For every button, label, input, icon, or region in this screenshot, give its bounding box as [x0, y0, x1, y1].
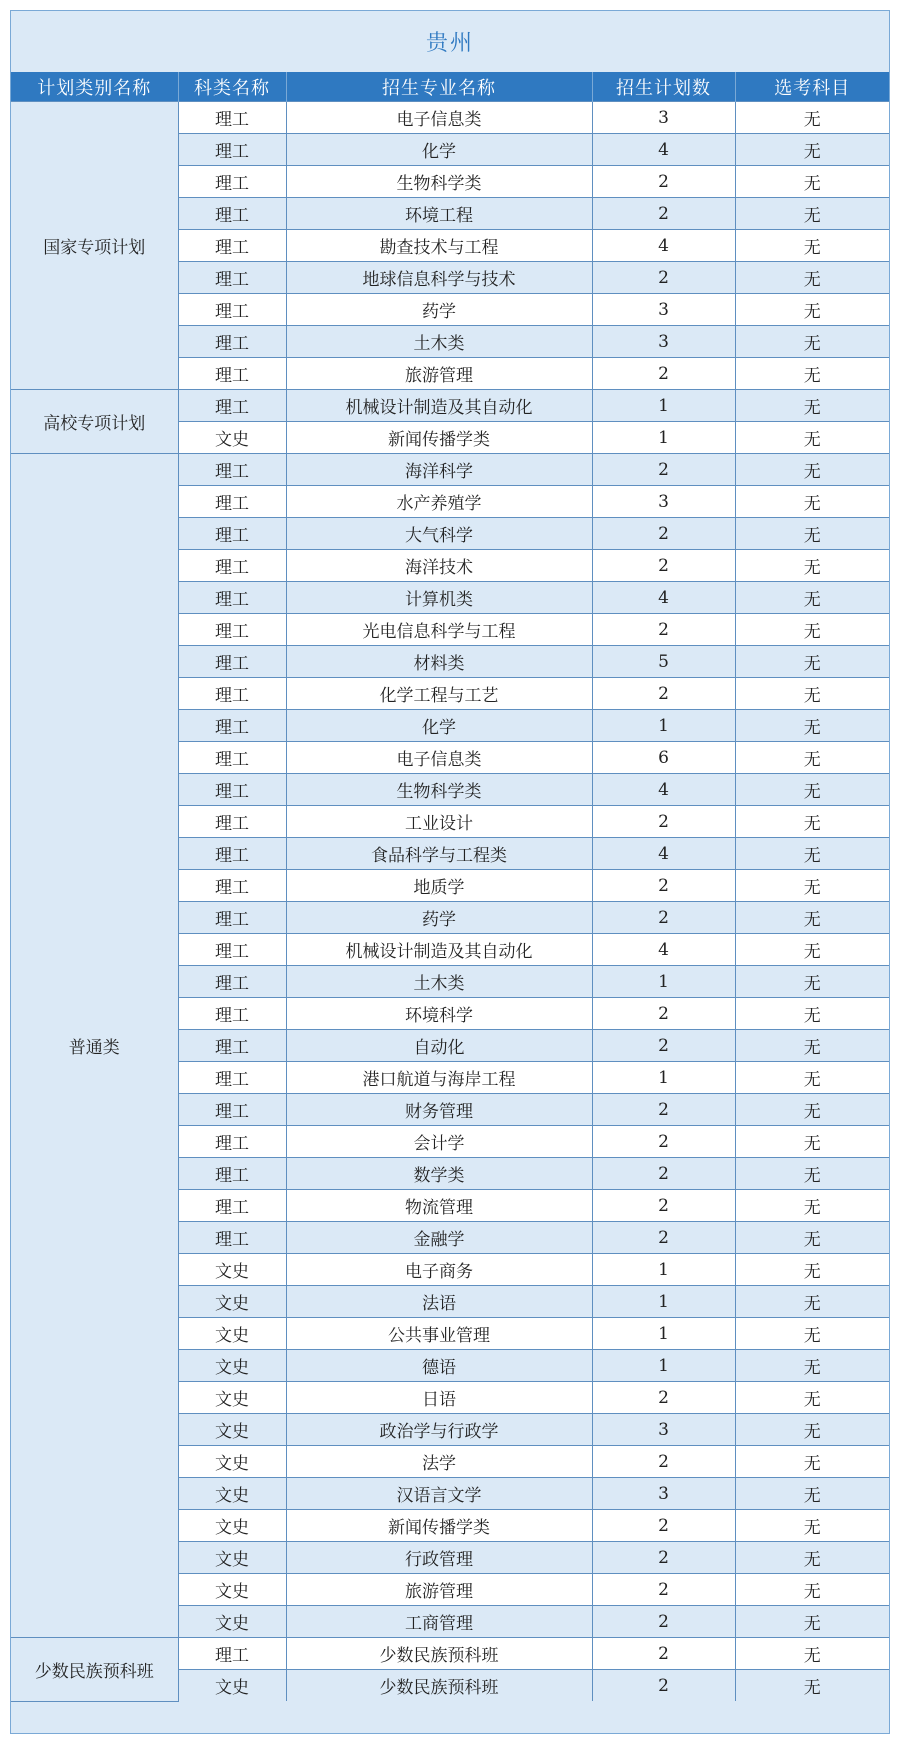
subject-type-cell: 文史 — [178, 1446, 286, 1478]
major-name-cell: 物流管理 — [286, 1190, 592, 1222]
major-name-cell: 新闻传播学类 — [286, 1510, 592, 1542]
major-name-cell: 勘查技术与工程 — [286, 230, 592, 262]
plan-count-cell: 2 — [592, 1510, 735, 1542]
subject-type-cell: 理工 — [178, 646, 286, 678]
elective-subjects-cell: 无 — [735, 1478, 889, 1510]
plan-count-cell: 2 — [592, 358, 735, 390]
major-name-cell: 旅游管理 — [286, 358, 592, 390]
plan-count-cell: 1 — [592, 710, 735, 742]
subject-type-cell: 理工 — [178, 870, 286, 902]
subject-type-cell: 理工 — [178, 1158, 286, 1190]
major-name-cell: 光电信息科学与工程 — [286, 614, 592, 646]
subject-type-cell: 理工 — [178, 1190, 286, 1222]
subject-type-cell: 文史 — [178, 1382, 286, 1414]
major-name-cell: 机械设计制造及其自动化 — [286, 934, 592, 966]
subject-type-cell: 文史 — [178, 1414, 286, 1446]
elective-subjects-cell: 无 — [735, 998, 889, 1030]
elective-subjects-cell: 无 — [735, 678, 889, 710]
subject-type-cell: 理工 — [178, 582, 286, 614]
major-name-cell: 大气科学 — [286, 518, 592, 550]
plan-count-cell: 3 — [592, 102, 735, 134]
plan-count-cell: 2 — [592, 198, 735, 230]
table-header-row — [11, 72, 889, 102]
major-name-cell: 数学类 — [286, 1158, 592, 1190]
plan-count-cell: 2 — [592, 262, 735, 294]
elective-subjects-cell: 无 — [735, 262, 889, 294]
subject-type-cell: 理工 — [178, 1638, 286, 1670]
major-name-cell: 生物科学类 — [286, 774, 592, 806]
plan-count-cell: 2 — [592, 1126, 735, 1158]
elective-subjects-cell: 无 — [735, 742, 889, 774]
elective-subjects-cell: 无 — [735, 614, 889, 646]
plan-count-cell: 5 — [592, 646, 735, 678]
plan-count-cell: 2 — [592, 870, 735, 902]
subject-type-cell: 文史 — [178, 1542, 286, 1574]
elective-subjects-cell: 无 — [735, 934, 889, 966]
elective-subjects-cell: 无 — [735, 230, 889, 262]
plan-category-cell: 普通类 — [11, 454, 178, 1638]
plan-count-cell: 2 — [592, 1030, 735, 1062]
major-name-cell: 会计学 — [286, 1126, 592, 1158]
elective-subjects-cell: 无 — [735, 582, 889, 614]
plan-count-cell: 4 — [592, 774, 735, 806]
major-name-cell: 金融学 — [286, 1222, 592, 1254]
major-name-cell: 地质学 — [286, 870, 592, 902]
plan-count-cell: 2 — [592, 1542, 735, 1574]
plan-count-cell: 1 — [592, 390, 735, 422]
plan-count-cell: 2 — [592, 1382, 735, 1414]
plan-count-cell: 2 — [592, 902, 735, 934]
elective-subjects-cell: 无 — [735, 1094, 889, 1126]
elective-subjects-cell: 无 — [735, 710, 889, 742]
major-name-cell: 少数民族预科班 — [286, 1638, 592, 1670]
major-name-cell: 公共事业管理 — [286, 1318, 592, 1350]
plan-count-cell: 2 — [592, 614, 735, 646]
elective-subjects-cell: 无 — [735, 454, 889, 486]
table-body — [11, 102, 889, 1702]
major-name-cell: 生物科学类 — [286, 166, 592, 198]
major-name-cell: 电子商务 — [286, 1254, 592, 1286]
elective-subjects-cell: 无 — [735, 966, 889, 998]
elective-subjects-cell: 无 — [735, 1062, 889, 1094]
subject-type-cell: 文史 — [178, 1670, 286, 1702]
subject-type-cell: 理工 — [178, 518, 286, 550]
subject-type-cell: 文史 — [178, 1318, 286, 1350]
plan-count-cell: 4 — [592, 582, 735, 614]
plan-count-cell: 2 — [592, 1574, 735, 1606]
major-name-cell: 化学 — [286, 710, 592, 742]
elective-subjects-cell: 无 — [735, 1190, 889, 1222]
subject-type-cell: 理工 — [178, 134, 286, 166]
subject-type-cell: 理工 — [178, 1126, 286, 1158]
elective-subjects-cell: 无 — [735, 1446, 889, 1478]
major-name-cell: 工商管理 — [286, 1606, 592, 1638]
elective-subjects-cell: 无 — [735, 358, 889, 390]
plan-count-cell: 3 — [592, 486, 735, 518]
major-name-cell: 新闻传播学类 — [286, 422, 592, 454]
elective-subjects-cell: 无 — [735, 1382, 889, 1414]
elective-subjects-cell: 无 — [735, 838, 889, 870]
major-name-cell: 自动化 — [286, 1030, 592, 1062]
plan-count-cell: 3 — [592, 294, 735, 326]
plan-count-cell: 2 — [592, 678, 735, 710]
plan-count-cell: 2 — [592, 998, 735, 1030]
admission-plan-panel — [10, 10, 890, 1734]
major-name-cell: 电子信息类 — [286, 742, 592, 774]
plan-count-cell: 6 — [592, 742, 735, 774]
plan-count-cell: 2 — [592, 1158, 735, 1190]
elective-subjects-cell: 无 — [735, 422, 889, 454]
subject-type-cell: 理工 — [178, 486, 286, 518]
subject-type-cell: 理工 — [178, 774, 286, 806]
subject-type-cell: 文史 — [178, 1478, 286, 1510]
plan-count-cell: 3 — [592, 1414, 735, 1446]
elective-subjects-cell: 无 — [735, 1542, 889, 1574]
major-name-cell: 法学 — [286, 1446, 592, 1478]
header-plan-count: 招生计划数 — [592, 72, 735, 102]
plan-count-cell: 2 — [592, 1222, 735, 1254]
plan-count-cell: 4 — [592, 934, 735, 966]
subject-type-cell: 理工 — [178, 102, 286, 134]
subject-type-cell: 理工 — [178, 294, 286, 326]
major-name-cell: 海洋科学 — [286, 454, 592, 486]
subject-type-cell: 文史 — [178, 1574, 286, 1606]
subject-type-cell: 文史 — [178, 422, 286, 454]
subject-type-cell: 文史 — [178, 1254, 286, 1286]
subject-type-cell: 理工 — [178, 966, 286, 998]
plan-count-cell: 2 — [592, 1670, 735, 1702]
major-name-cell: 环境科学 — [286, 998, 592, 1030]
major-name-cell: 行政管理 — [286, 1542, 592, 1574]
major-name-cell: 化学 — [286, 134, 592, 166]
header-major-name: 招生专业名称 — [286, 72, 592, 102]
major-name-cell: 德语 — [286, 1350, 592, 1382]
header-plan-category: 计划类别名称 — [11, 72, 178, 102]
elective-subjects-cell: 无 — [735, 1318, 889, 1350]
elective-subjects-cell: 无 — [735, 1158, 889, 1190]
subject-type-cell: 理工 — [178, 454, 286, 486]
plan-category-cell: 少数民族预科班 — [11, 1638, 178, 1702]
plan-count-cell: 1 — [592, 1318, 735, 1350]
major-name-cell: 土木类 — [286, 326, 592, 358]
subject-type-cell: 理工 — [178, 1030, 286, 1062]
subject-type-cell: 文史 — [178, 1510, 286, 1542]
major-name-cell: 港口航道与海岸工程 — [286, 1062, 592, 1094]
subject-type-cell: 理工 — [178, 614, 286, 646]
elective-subjects-cell: 无 — [735, 326, 889, 358]
elective-subjects-cell: 无 — [735, 1030, 889, 1062]
elective-subjects-cell: 无 — [735, 550, 889, 582]
subject-type-cell: 理工 — [178, 1062, 286, 1094]
subject-type-cell: 文史 — [178, 1286, 286, 1318]
plan-count-cell: 2 — [592, 806, 735, 838]
subject-type-cell: 理工 — [178, 1222, 286, 1254]
elective-subjects-cell: 无 — [735, 198, 889, 230]
table-row — [11, 454, 889, 486]
subject-type-cell: 理工 — [178, 166, 286, 198]
subject-type-cell: 理工 — [178, 262, 286, 294]
table-row — [11, 102, 889, 134]
major-name-cell: 计算机类 — [286, 582, 592, 614]
elective-subjects-cell: 无 — [735, 1638, 889, 1670]
elective-subjects-cell: 无 — [735, 1350, 889, 1382]
elective-subjects-cell: 无 — [735, 134, 889, 166]
plan-count-cell: 1 — [592, 1254, 735, 1286]
elective-subjects-cell: 无 — [735, 294, 889, 326]
subject-type-cell: 理工 — [178, 902, 286, 934]
subject-type-cell: 理工 — [178, 838, 286, 870]
subject-type-cell: 理工 — [178, 806, 286, 838]
elective-subjects-cell: 无 — [735, 774, 889, 806]
subject-type-cell: 理工 — [178, 998, 286, 1030]
subject-type-cell: 理工 — [178, 390, 286, 422]
major-name-cell: 化学工程与工艺 — [286, 678, 592, 710]
major-name-cell: 环境工程 — [286, 198, 592, 230]
major-name-cell: 水产养殖学 — [286, 486, 592, 518]
major-name-cell: 药学 — [286, 902, 592, 934]
plan-count-cell: 1 — [592, 422, 735, 454]
subject-type-cell: 理工 — [178, 230, 286, 262]
plan-count-cell: 2 — [592, 550, 735, 582]
plan-count-cell: 1 — [592, 1286, 735, 1318]
plan-count-cell: 2 — [592, 1606, 735, 1638]
plan-count-cell: 2 — [592, 1190, 735, 1222]
elective-subjects-cell: 无 — [735, 1670, 889, 1702]
elective-subjects-cell: 无 — [735, 902, 889, 934]
plan-count-cell: 1 — [592, 1350, 735, 1382]
plan-count-cell: 2 — [592, 1446, 735, 1478]
major-name-cell: 政治学与行政学 — [286, 1414, 592, 1446]
admission-plan-table — [11, 72, 889, 1702]
subject-type-cell: 理工 — [178, 678, 286, 710]
major-name-cell: 法语 — [286, 1286, 592, 1318]
plan-category-cell: 国家专项计划 — [11, 102, 178, 390]
major-name-cell: 食品科学与工程类 — [286, 838, 592, 870]
major-name-cell: 药学 — [286, 294, 592, 326]
plan-count-cell: 4 — [592, 134, 735, 166]
elective-subjects-cell: 无 — [735, 390, 889, 422]
plan-count-cell: 2 — [592, 518, 735, 550]
subject-type-cell: 理工 — [178, 326, 286, 358]
subject-type-cell: 理工 — [178, 1094, 286, 1126]
elective-subjects-cell: 无 — [735, 166, 889, 198]
major-name-cell: 地球信息科学与技术 — [286, 262, 592, 294]
subject-type-cell: 文史 — [178, 1606, 286, 1638]
header-subject-type: 科类名称 — [178, 72, 286, 102]
elective-subjects-cell: 无 — [735, 870, 889, 902]
elective-subjects-cell: 无 — [735, 1254, 889, 1286]
major-name-cell: 电子信息类 — [286, 102, 592, 134]
plan-count-cell: 3 — [592, 326, 735, 358]
subject-type-cell: 理工 — [178, 550, 286, 582]
plan-count-cell: 2 — [592, 166, 735, 198]
major-name-cell: 工业设计 — [286, 806, 592, 838]
plan-count-cell: 2 — [592, 1094, 735, 1126]
plan-count-cell: 2 — [592, 1638, 735, 1670]
elective-subjects-cell: 无 — [735, 1606, 889, 1638]
major-name-cell: 旅游管理 — [286, 1574, 592, 1606]
plan-count-cell: 1 — [592, 966, 735, 998]
elective-subjects-cell: 无 — [735, 1574, 889, 1606]
elective-subjects-cell: 无 — [735, 1286, 889, 1318]
subject-type-cell: 理工 — [178, 358, 286, 390]
province-title: 贵州 — [425, 30, 474, 56]
subject-type-cell: 理工 — [178, 710, 286, 742]
major-name-cell: 材料类 — [286, 646, 592, 678]
major-name-cell: 财务管理 — [286, 1094, 592, 1126]
major-name-cell: 机械设计制造及其自动化 — [286, 390, 592, 422]
plan-count-cell: 2 — [592, 454, 735, 486]
elective-subjects-cell: 无 — [735, 806, 889, 838]
subject-type-cell: 理工 — [178, 742, 286, 774]
major-name-cell: 日语 — [286, 1382, 592, 1414]
elective-subjects-cell: 无 — [735, 486, 889, 518]
major-name-cell: 海洋技术 — [286, 550, 592, 582]
elective-subjects-cell: 无 — [735, 102, 889, 134]
plan-count-cell: 3 — [592, 1478, 735, 1510]
elective-subjects-cell: 无 — [735, 518, 889, 550]
elective-subjects-cell: 无 — [735, 1126, 889, 1158]
subject-type-cell: 理工 — [178, 934, 286, 966]
header-elective-subjects: 选考科目 — [735, 72, 889, 102]
elective-subjects-cell: 无 — [735, 646, 889, 678]
major-name-cell: 少数民族预科班 — [286, 1670, 592, 1702]
elective-subjects-cell: 无 — [735, 1414, 889, 1446]
subject-type-cell: 文史 — [178, 1350, 286, 1382]
subject-type-cell: 理工 — [178, 198, 286, 230]
table-row — [11, 1638, 889, 1670]
elective-subjects-cell: 无 — [735, 1510, 889, 1542]
major-name-cell: 土木类 — [286, 966, 592, 998]
major-name-cell: 汉语言文学 — [286, 1478, 592, 1510]
plan-count-cell: 4 — [592, 230, 735, 262]
elective-subjects-cell: 无 — [735, 1222, 889, 1254]
plan-count-cell: 4 — [592, 838, 735, 870]
plan-category-cell: 高校专项计划 — [11, 390, 178, 454]
plan-count-cell: 1 — [592, 1062, 735, 1094]
table-row — [11, 390, 889, 422]
